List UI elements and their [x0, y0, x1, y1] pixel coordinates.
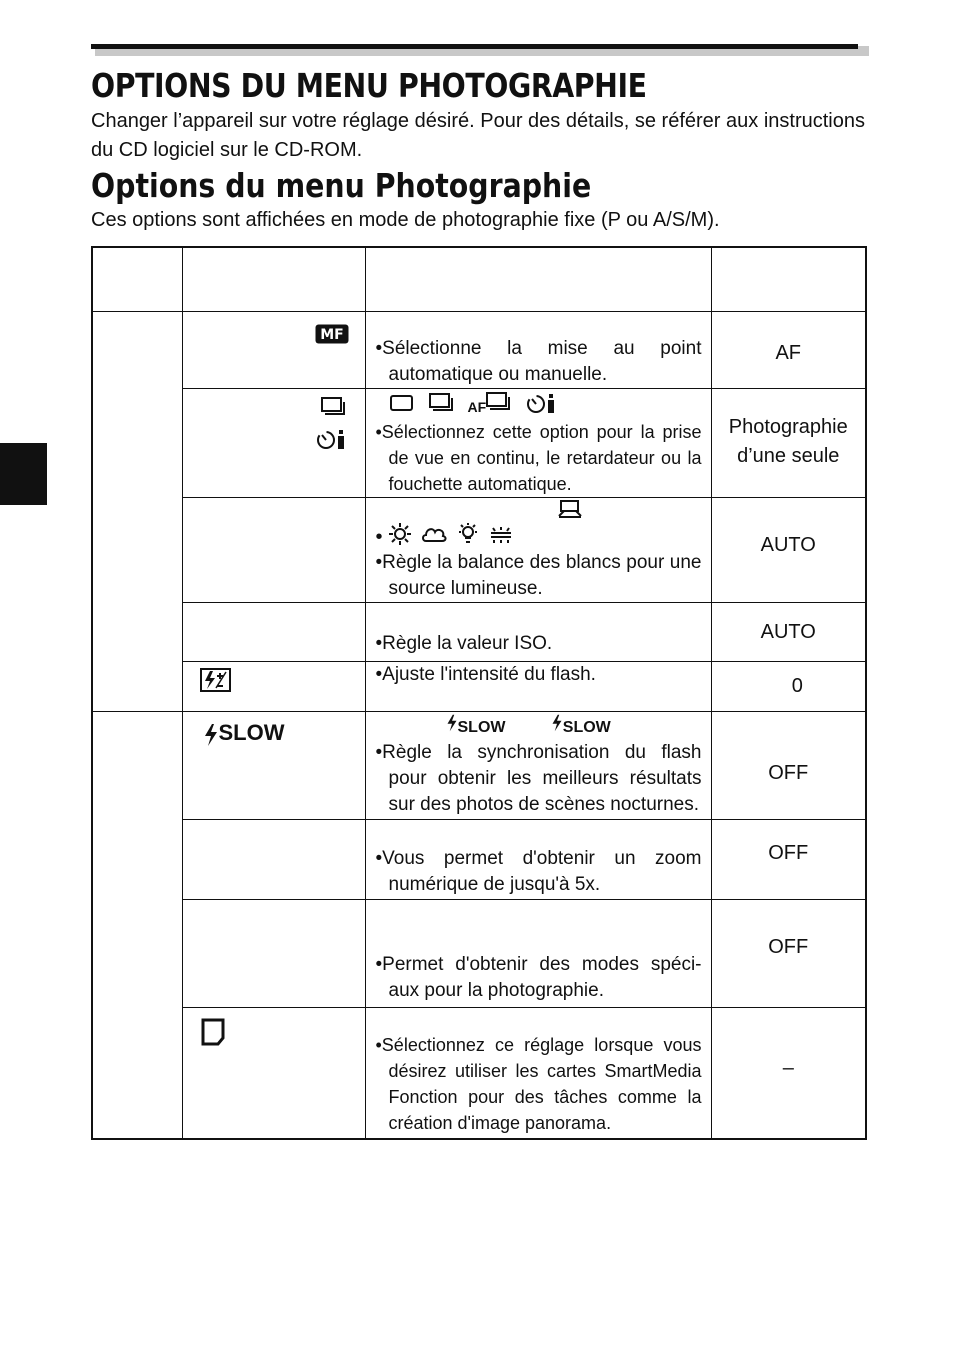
default-cell — [711, 899, 866, 1007]
table-row — [92, 711, 866, 819]
description-text: •Règle la valeur ISO. — [375, 632, 553, 654]
default-cell — [711, 311, 866, 388]
drive-icons-line — [376, 391, 702, 419]
default-cell — [711, 388, 866, 497]
header-rule — [91, 44, 858, 49]
header-cell — [365, 247, 711, 311]
slow-sync-icon: SLOW — [551, 714, 611, 741]
description-text: •Sélectionnez cette option pour la prise de vue en continu, le retardateur ou la fouchette automatique. — [375, 421, 702, 494]
chapter-tab — [0, 443, 47, 505]
mf-icon — [315, 324, 349, 349]
continuous-shooting-icon — [321, 397, 347, 427]
fluorescent-icon — [490, 524, 512, 552]
header-cell — [711, 247, 866, 311]
page-title: OPTIONS DU MENU PHOTOGRAPHIE — [91, 66, 647, 105]
table-row — [92, 1007, 866, 1139]
description-text: •Sélectionne la mise au point automatique ou manuelle. — [375, 337, 702, 385]
default-value: Photographie d’une seule — [728, 415, 848, 467]
slow-sync-icons-line — [376, 714, 702, 740]
default-value: OFF — [768, 841, 809, 864]
option-cell — [182, 497, 365, 602]
option-cell — [182, 388, 365, 497]
default-cell — [711, 1007, 866, 1139]
description-text: •Ajuste l'intensité du flash. — [375, 663, 596, 685]
table-header-row — [92, 247, 866, 311]
default-value: AF — [775, 341, 802, 364]
table-row — [92, 311, 866, 388]
table-row — [92, 388, 866, 497]
description-text: •Vous permet d'obtenir un zoom numérique de jusqu'à 5x. — [375, 847, 702, 895]
custom-white-balance-icon — [558, 500, 582, 528]
description-cell — [365, 602, 711, 661]
continuous-shooting-icon — [429, 393, 455, 420]
header-cell — [92, 247, 182, 311]
option-cell — [182, 311, 365, 388]
default-cell — [711, 819, 866, 899]
slow-sync-icon: SLOW — [203, 720, 285, 748]
default-value: AUTO — [760, 533, 816, 556]
svg-text:MF: MF — [319, 326, 344, 343]
cloud-icon — [421, 524, 447, 552]
default-cell — [711, 661, 866, 711]
table-row — [92, 602, 866, 661]
default-cell — [711, 497, 866, 602]
option-cell — [182, 602, 365, 661]
af-continuous-icon: AF — [468, 392, 513, 420]
group-cell — [92, 711, 182, 1139]
description-cell — [365, 661, 711, 711]
table-row — [92, 899, 866, 1007]
option-cell — [182, 1007, 365, 1139]
description-cell — [365, 497, 711, 602]
description-cell — [365, 711, 711, 819]
description-cell — [365, 819, 711, 899]
self-timer-icon — [315, 427, 347, 461]
section-title: Options du menu Photographie — [91, 166, 592, 205]
default-cell — [711, 711, 866, 819]
description-text: •Règle la synchronisation du flash pour obtenir les meilleurs résultats sur des photos de scènes nocturnes. — [375, 741, 702, 815]
table-row — [92, 497, 866, 602]
flash-compensation-icon — [200, 668, 232, 697]
incandescent-icon — [456, 522, 480, 554]
menu-options-table — [91, 246, 867, 1140]
default-value: 0 — [791, 674, 803, 697]
option-cell — [182, 899, 365, 1007]
description-cell — [365, 1007, 711, 1139]
option-cell — [182, 711, 365, 819]
default-value: AUTO — [760, 620, 816, 643]
self-timer-icon — [525, 391, 557, 422]
default-cell — [711, 602, 866, 661]
default-value: – — [782, 1056, 794, 1079]
card-icon — [201, 1018, 227, 1051]
description-cell — [365, 899, 711, 1007]
table-row — [92, 819, 866, 899]
default-value: OFF — [768, 935, 809, 958]
sun-icon — [388, 522, 412, 554]
intro-text: Changer l’appareil sur votre réglage désiré. Pour des détails, se référer aux instructions du CD logiciel sur le CD-ROM. — [91, 110, 865, 161]
section-note: Ces options sont affichées en mode de photographie fixe (P ou A/S/M). — [91, 209, 720, 231]
description-cell — [365, 311, 711, 388]
description-text: •Règle la balance des blancs pour une source lumineuse. — [375, 551, 702, 599]
default-value: OFF — [768, 761, 809, 784]
table-row — [92, 661, 866, 711]
single-frame-icon — [390, 393, 414, 419]
slow-sync-icon: SLOW — [446, 714, 506, 741]
option-cell — [182, 661, 365, 711]
description-cell — [365, 388, 711, 497]
white-balance-icons-line: • — [376, 522, 702, 550]
description-text: •Permet d'obtenir des modes spéci-aux pour la photographie. — [375, 953, 702, 1001]
option-cell — [182, 819, 365, 899]
group-cell — [92, 311, 182, 711]
header-cell — [182, 247, 365, 311]
description-text: •Sélectionnez ce réglage lorsque vous désirez utiliser les cartes SmartMedia Fonction pour des tâches comme la création d'image panorama. — [375, 1034, 702, 1133]
